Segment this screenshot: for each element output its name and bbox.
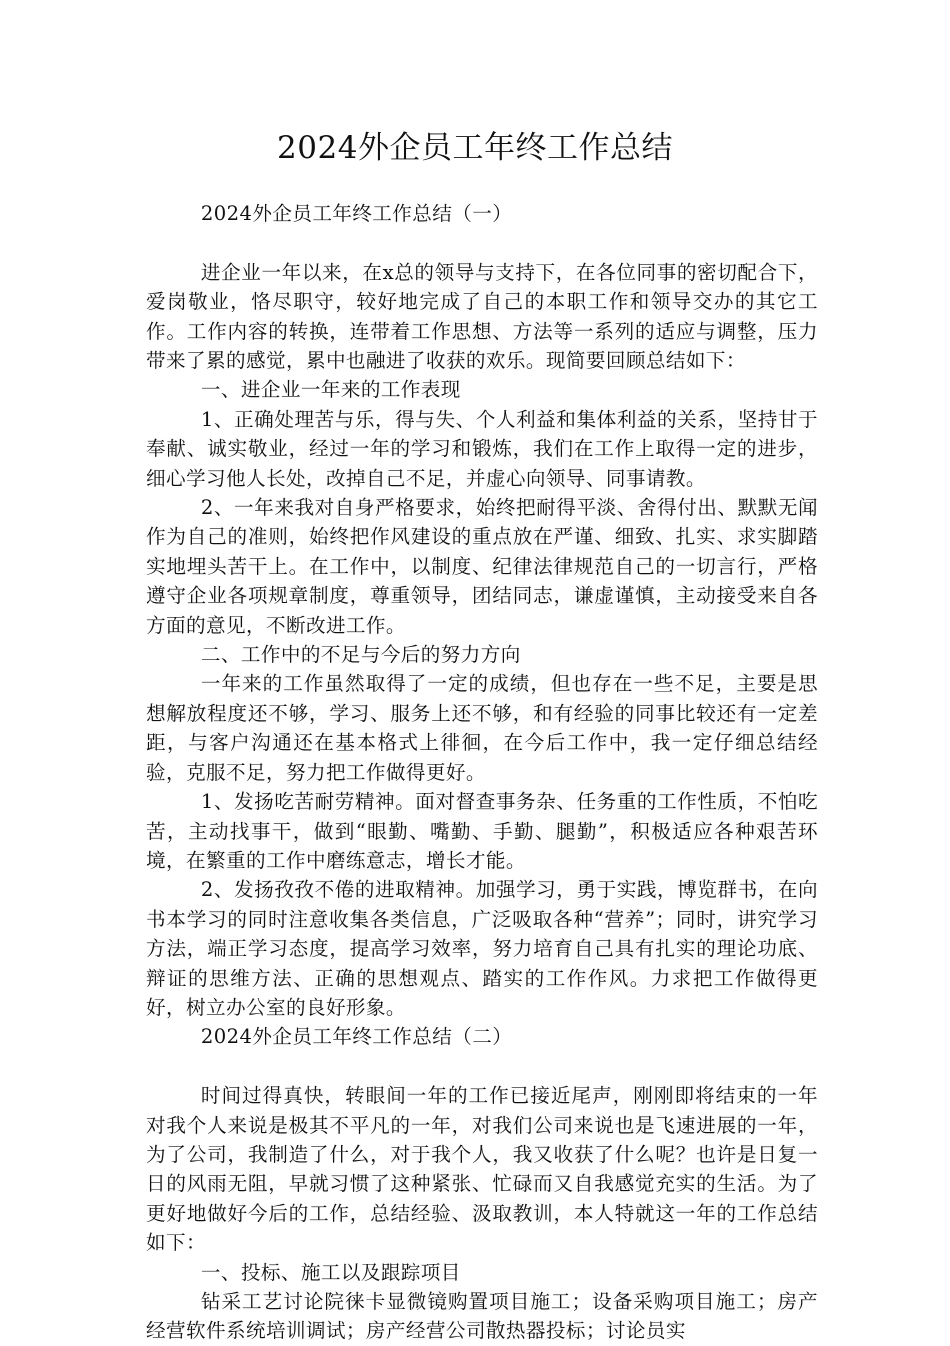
document-body: [146, 199, 818, 1346]
paragraph: 1、正确处理苦与乐，得与失、个人利益和集体利益的关系，坚持甘于奉献、诚实敬业，经过一年的学习和锻炼，我们在工作上取得一定的进步，细心学习他人长处，改掉自己不足，并虚心向领导、同事请教。: [146, 407, 818, 490]
document-title: 2024外企员工年终工作总结: [277, 130, 673, 166]
paragraph: 一年来的工作虽然取得了一定的成绩，但也存在一些不足，主要是思想解放程度还不够，学习、服务上还不够，和有经验的同事比较还有一定差距，与客户沟通还在基本格式上徘徊，在今后工作中，我一定仔细总结经验，克服不足，努力把工作做得更好。: [146, 672, 818, 784]
section-heading: 二、工作中的不足与今后的努力方向: [200, 643, 521, 667]
section-subtitle: 2024外企员工年终工作总结（二）: [200, 1025, 513, 1049]
blank-line: [146, 1052, 818, 1081]
paragraph: 2、一年来我对自身严格要求，始终把耐得平淡、舍得付出、默默无闻作为自己的准则，始终把作风建设的重点放在严谨、细致、扎实、求实脚踏实地埋头苦干上。在工作中，以制度、纪律法律规范自己的一切言行，严格遵守企业各项规章制度，尊重领导，团结同志，谦虚谨慎，主动接受来自各方面的意见，不断改进工作。: [146, 496, 818, 637]
section-subtitle: 2024外企员工年终工作总结（一）: [200, 202, 513, 225]
paragraph: 1、发扬吃苦耐劳精神。面对督查事务杂、任务重的工作性质，不怕吃苦，主动找事干，做到“眼勤、嘴勤、手勤、腿勤”，积极适应各种艰苦环境，在繁重的工作中磨练意志，增长才能。: [146, 790, 818, 872]
section-heading: 一、投标、施工以及跟踪项目: [200, 1260, 461, 1284]
paragraph: 钻采工艺讨论院徕卡显微镜购置项目施工；设备采购项目施工；房产经营软件系统培训调试；房产经营公司散热器投标；讨论员实: [146, 1290, 818, 1343]
section-heading: 一、进企业一年来的工作表现: [200, 378, 461, 402]
paragraph: 进企业一年以来，在x总的领导与支持下，在各位同事的密切配合下，爱岗敬业，恪尽职守，较好地完成了自己的本职工作和领导交办的其它工作。工作内容的转换，连带着工作思想、方法等一系列的适应与调整，压力带来了累的感觉，累中也融进了收获的欢乐。现简要回顾总结如下：: [146, 260, 818, 373]
paragraph: 2、发扬孜孜不倦的进取精神。加强学习，勇于实践，博览群书，在向书本学习的同时注意收集各类信息，广泛吸取各种“营养”；同时，讲究学习方法，端正学习态度，提高学习效率，努力培育自己具有扎实的理论功底、辩证的思维方法、正确的思想观点、踏实的工作作风。力求把工作做得更好，树立办公室的良好形象。: [146, 878, 818, 1019]
paragraph: 时间过得真快，转眼间一年的工作已接近尾声，刚刚即将结束的一年对我个人来说是极其不平凡的一年，对我们公司来说也是飞速进展的一年，为了公司，我制造了什么，对于我个人，我又收获了什么呢？也许是日复一日的风雨无阻，早就习惯了这种紧张、忙碌而又自我感觉充实的生活。为了更好地做好今后的工作，总结经验、汲取教训，本人特就这一年的工作总结如下：: [146, 1084, 818, 1255]
blank-line: [146, 228, 818, 257]
